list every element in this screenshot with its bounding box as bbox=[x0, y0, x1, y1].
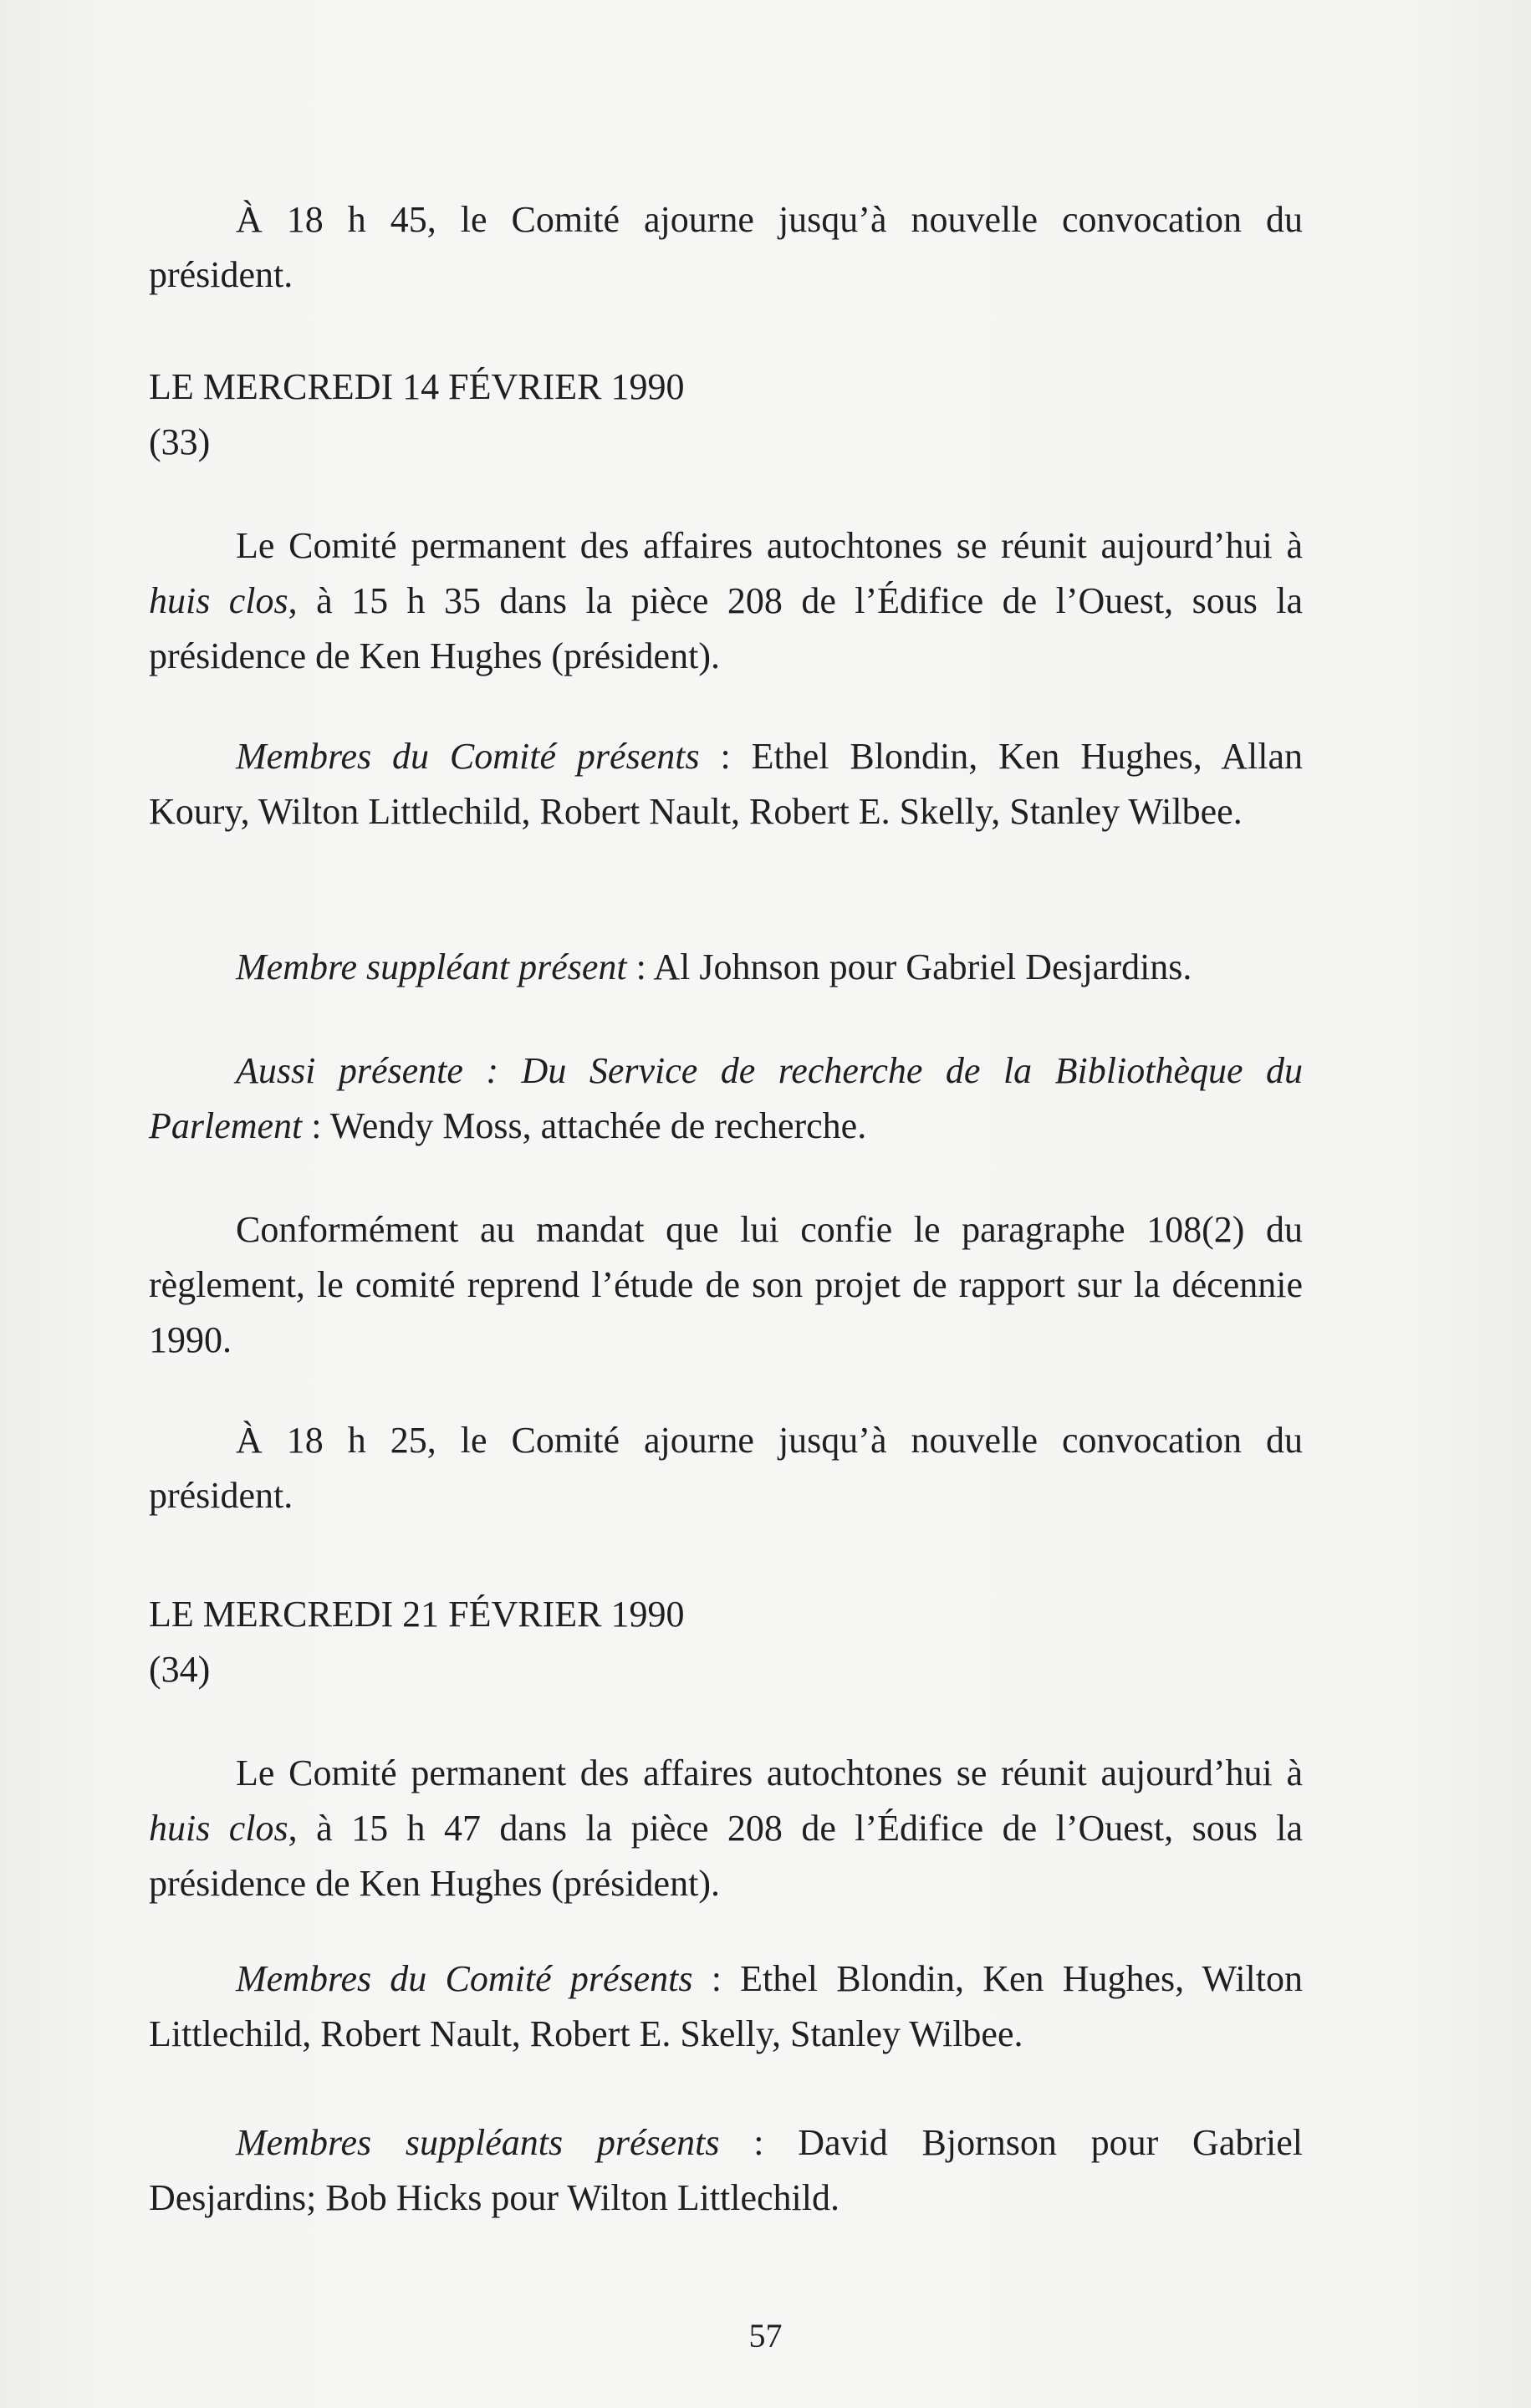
meeting-number: (34) bbox=[149, 1649, 211, 1690]
members-present-paragraph-34: Membres du Comité présents : Ethel Blondin, Ken Hughes, Wilton Littlechild, Robert Nault, Robert E. Skelly, Stanley Wilbee. bbox=[149, 1958, 1303, 2054]
mandate-paragraph-33: Conformément au mandat que lui confie le paragraphe 108(2) du règlement, le comité reprend l’étude de son projet de rapport sur la décennie 1990. bbox=[149, 1209, 1303, 1360]
meeting-opening-paragraph-34: Le Comité permanent des affaires autochtones se réunit aujourd’hui à huis clos, à 15 h 47 dans la pièce 208 de l’Édifice de l’Ouest, sous la présidence de Ken Hughes (président). bbox=[149, 1752, 1304, 1904]
substitute-member-paragraph-33: Membre suppléant présent : Al Johnson pour Gabriel Desjardins. bbox=[236, 946, 1192, 987]
meeting-opening-paragraph-33: Le Comité permanent des affaires autochtones se réunit aujourd’hui à huis clos, à 15 h 35 dans la pièce 208 de l’Édifice de l’Ouest, sous la présidence de Ken Hughes (président). bbox=[149, 525, 1304, 676]
meeting-date: LE MERCREDI 21 FÉVRIER 1990 bbox=[149, 1594, 685, 1635]
also-present-paragraph-33: Aussi présente : Du Service de recherche de la Bibliothèque du Parlement : Wendy Moss, attachée de recherche. bbox=[149, 1050, 1303, 1146]
substitute-members-paragraph-34: Membres suppléants présents : David Bjornson pour Gabriel Desjardins; Bob Hicks pour Wilton Littlechild. bbox=[149, 2122, 1303, 2218]
adjournment-paragraph-1: À 18 h 45, le Comité ajourne jusqu’à nouvelle convocation du président. bbox=[149, 199, 1303, 295]
adjournment-paragraph-2: À 18 h 25, le Comité ajourne jusqu’à nouvelle convocation du président. bbox=[149, 1420, 1303, 1516]
page-number: 57 bbox=[748, 2317, 783, 2354]
meeting-heading-34 bbox=[149, 1587, 684, 1697]
members-present-paragraph-33: Membres du Comité présents : Ethel Blondin, Ken Hughes, Allan Koury, Wilton Littlechild, Robert Nault, Robert E. Skelly, Stanley Wilbee. bbox=[149, 736, 1303, 832]
meeting-heading-33 bbox=[149, 360, 684, 470]
meeting-date: LE MERCREDI 14 FÉVRIER 1990 bbox=[149, 366, 685, 407]
meeting-number: (33) bbox=[149, 421, 211, 462]
